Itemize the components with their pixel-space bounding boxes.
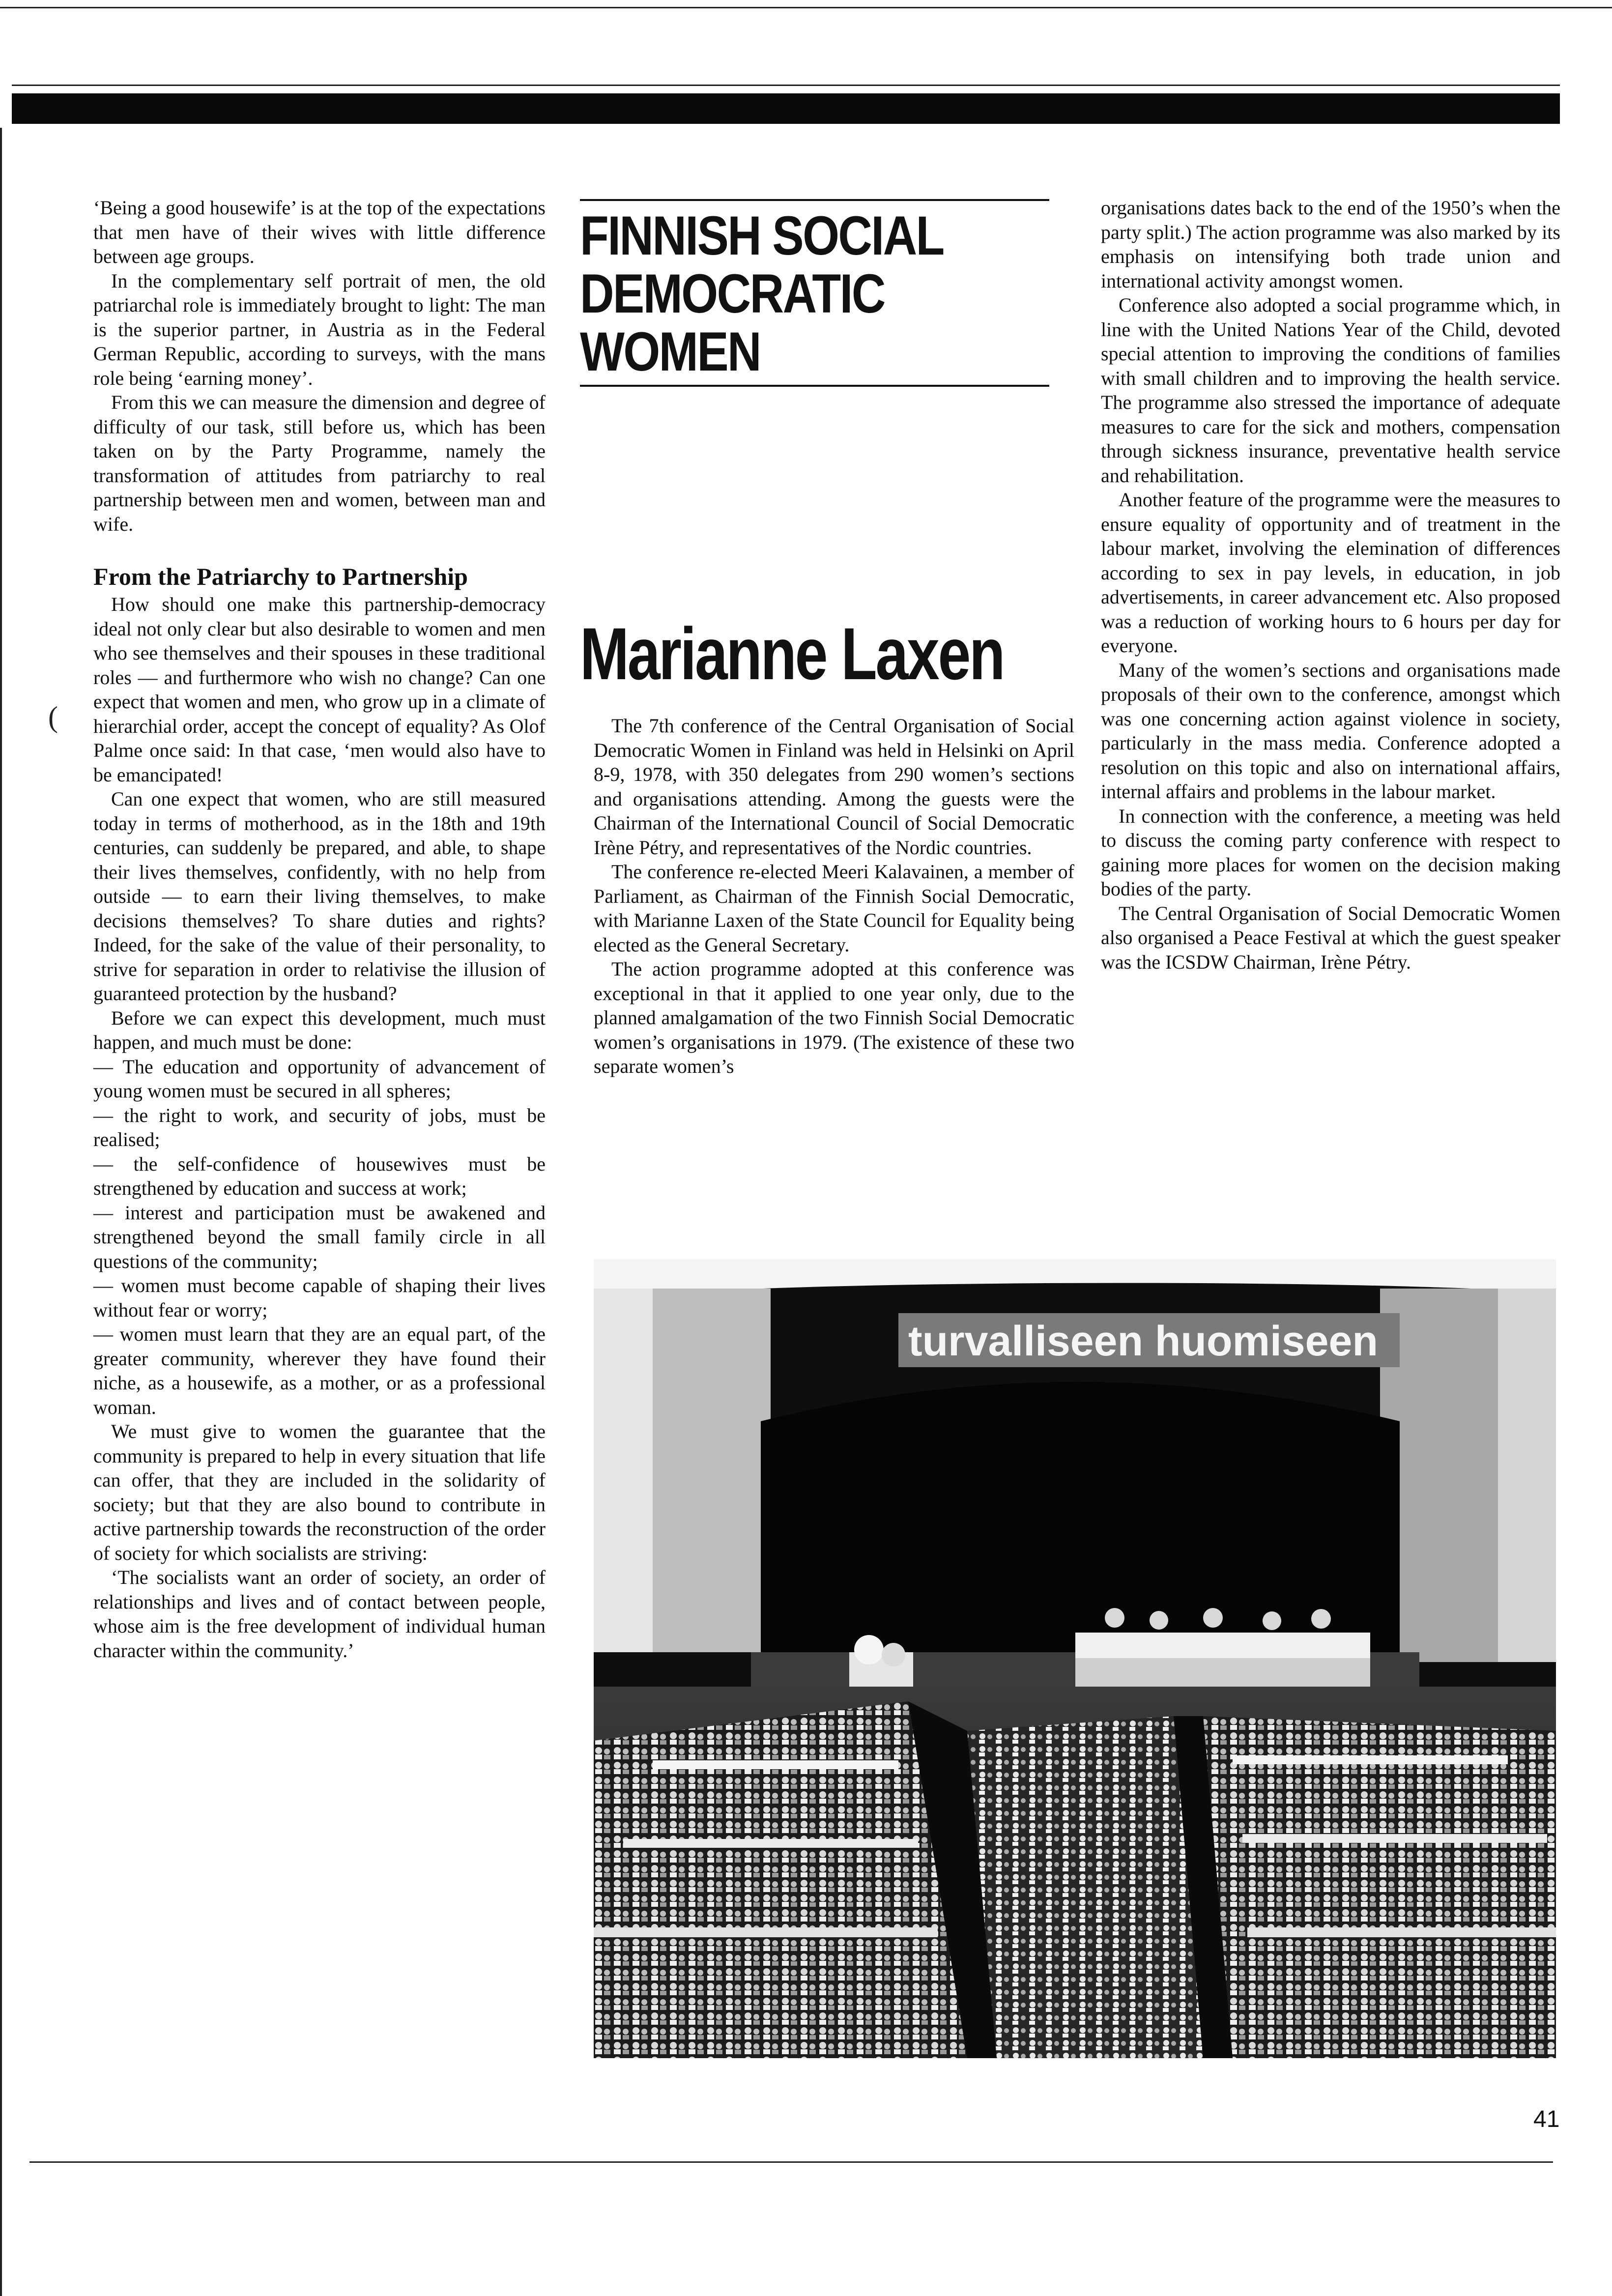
margin-bracket-mark: (	[48, 701, 58, 733]
page-number: 41	[1533, 2106, 1560, 2132]
middle-column	[594, 714, 1074, 1079]
article-author: Marianne Laxen	[580, 612, 1004, 695]
paragraph: organisations dates back to the end of the 1950’s when the party split.) The action programme was also marked by its emphasis on intensifying both trade union and international activity amongst women.	[1101, 197, 1560, 292]
paragraph: From this we can measure the dimension and degree of difficulty of our task, still before us, which has been taken on by the Party Programme, namely the transformation of attitudes from patriarchy to real partnership between men and women, between man and wife.	[93, 391, 546, 535]
top-border-line	[0, 7, 1612, 8]
conference-hall-illustration	[594, 1259, 1556, 2058]
paragraph: We must give to women the guarantee that the community is prepared to help in every situation that life can offer, that they are included in the solidarity of society; but that they are also bound to contribute in active partnership towards the reconstruction of the order of society for which socialists are striving:	[93, 1420, 546, 1564]
list-item: — the self-confidence of housewives must be strengthened by education and success at work;	[93, 1152, 546, 1199]
paragraph: The 7th conference of the Central Organisation of Social Democratic Women in Finland was held in Helsinki on April 8-9, 1978, with 350 delegates from 290 women’s sections and organisations attending. Among the guests were the Chairman of the International Council of Social Democratic Irène Pétry, and representatives of the Nordic countries.	[594, 715, 1074, 859]
paragraph: The action programme adopted at this conference was exceptional in that it applied to one year only, due to the planned amalgamation of the two Finnish Social Democratic women’s organisations in 1979. (The existence of these two separate women’s	[594, 958, 1074, 1077]
paragraph: ‘The socialists want an order of society, an order of relationships and lives and of contact between people, whose aim is the free development of individual human character within the community.’	[93, 1566, 546, 1662]
paragraph: Another feature of the programme were the measures to ensure equality of opportunity and of treatment in the labour market, involving the elemination of differences according to sex in pay levels, in education, in job advertisements, in career advancement etc. Also proposed was a reduction of working hours to 6 hours per day for everyone.	[1101, 488, 1560, 657]
head-table	[1075, 1633, 1370, 1660]
bottom-rule	[29, 2161, 1553, 2163]
top-black-bar	[12, 93, 1560, 124]
paragraph: The Central Organisation of Social Democratic Women also organised a Peace Festival at which the guest speaker was the ICSDW Chairman, Irène Pétry.	[1101, 902, 1560, 973]
paragraph: In the complementary self portrait of men, the old patriarchal role is immediately brought to light: The man is the superior partner, in Austria as in the Federal German Republic, according to surveys, with the mans role being ‘earning money’.	[93, 269, 546, 389]
left-column	[93, 196, 546, 1663]
article-headline-block	[580, 199, 1049, 387]
top-rule-thin	[12, 85, 1560, 86]
left-border-line	[0, 128, 2, 2296]
headline-bottom-rule	[580, 385, 1049, 387]
headline-line: FINNISH SOCIAL	[580, 205, 944, 266]
paragraph: Conference also adopted a social programme which, in line with the United Nations Year of the Child, devoted special attention to improving the conditions of families with small children and to improving the health service. The programme also stressed the importance of adequate measures to care for the sick and mothers, compensation through sickness insurance, preventative health service and rehabilitation.	[1101, 294, 1560, 487]
headline-line: DEMOCRATIC	[580, 263, 885, 324]
paragraph: Many of the women’s sections and organisations made proposals of their own to the conference, amongst which was one concerning action against violence in society, particularly in the mass media. Conference adopted a resolution on this topic and also on international affairs, internal affairs and problems in the labour market.	[1101, 659, 1560, 803]
list-item: — the right to work, and security of jobs, must be realised;	[93, 1104, 546, 1150]
right-column	[1101, 196, 1560, 974]
list-item: — The education and opportunity of advancement of young women must be secured in all spheres;	[93, 1055, 546, 1102]
paragraph: In connection with the conference, a meeting was held to discuss the coming party conference with respect to gaining more places for women on the decision making bodies of the party.	[1101, 804, 1560, 900]
paragraph: Can one expect that women, who are still measured today in terms of motherhood, as in the 18th and 19th centuries, can suddenly be prepared, and able, to shape their lives themselves, confidently, with no help from outside — to earn their living themselves, to make decisions themselves? To share duties and rights? Indeed, for the sake of the value of their personality, to strive for separation in order to relativise the illusion of guaranteed protection by the husband?	[93, 788, 546, 1004]
paragraph: How should one make this partnership-democracy ideal not only clear but also desirable to women and men who see themselves and their spouses in these traditional roles — and furthermore who wish no change? Can one expect that women and men, who grow up in a climate of hierarchial order, accept the concept of equality? As Olof Palme once said: In that case, ‘men would also have to be emancipated!	[93, 593, 546, 786]
banner-text: turvalliseen huomiseen	[908, 1318, 1378, 1365]
section-subheading: From the Patriarchy to Partnership	[93, 563, 468, 590]
list-item: — women must learn that they are an equal part, of the greater community, wherever they have found their niche, as a housewife, as a mother, or as a professional woman.	[93, 1323, 546, 1418]
paragraph: ‘Being a good housewife’ is at the top of the expectations that men have of their wives with little difference between age groups.	[93, 197, 546, 267]
list-item: — interest and participation must be awakened and strengthened beyond the small family circle in all questions of the community;	[93, 1201, 546, 1272]
conference-hall-photo	[594, 1259, 1556, 2058]
headline-line: WOMEN	[580, 321, 760, 382]
paragraph: Before we can expect this development, much must happen, and much must be done:	[93, 1006, 546, 1053]
article-headline	[580, 207, 983, 381]
headline-top-rule	[580, 199, 1049, 201]
list-item: — women must become capable of shaping their lives without fear or worry;	[93, 1274, 546, 1321]
paragraph: The conference re-elected Meeri Kalavainen, a member of Parliament, as Chairman of the Finnish Social Democratic, with Marianne Laxen of the State Council for Equality being elected as the General Secretary.	[594, 861, 1074, 956]
